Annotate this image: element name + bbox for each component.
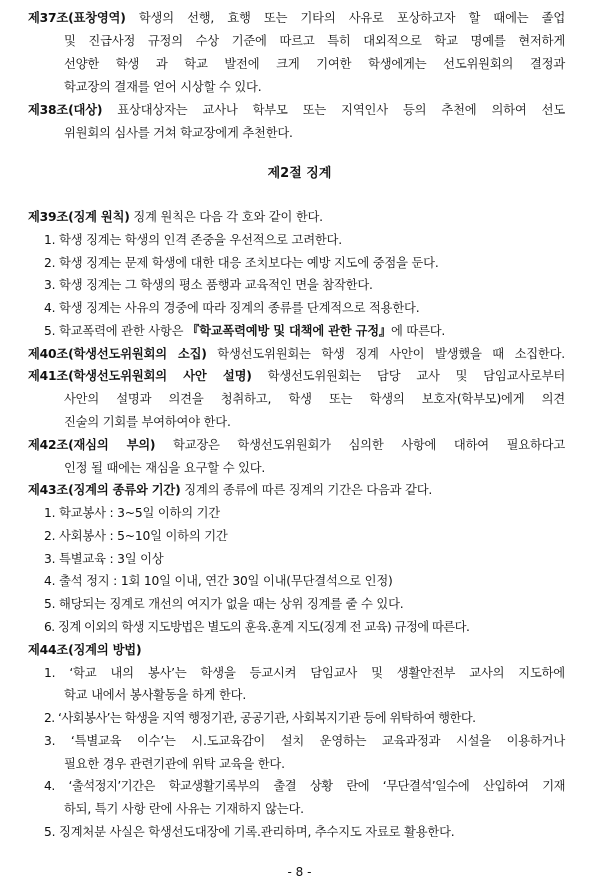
art41-line-3: 진술의 기회를 부여하여야 한다. bbox=[64, 415, 231, 429]
art44-item-3-line-1: 3. ‘특별교육 이수’는 시.도교육감이 설치 운영하는 교육과정과 시설을 이용하거나 bbox=[44, 734, 565, 748]
art39-item-2: 2. 학생 징계는 문제 학생에 대한 대응 조치보다는 예방 지도에 중점을 둔다. bbox=[44, 256, 439, 270]
art41-line-1 bbox=[28, 368, 565, 384]
art37-title: 제37조(표창영역) bbox=[28, 11, 126, 25]
art44-item-3-line-2: 필요한 경우 관련기관에 위탁 교육을 한다. bbox=[64, 757, 285, 771]
art44-item-4-line-2: 하되, 특기 사항 란에 사유는 기재하지 않는다. bbox=[64, 802, 304, 816]
art43-item-6: 6. 징계 이외의 학생 지도방법은 별도의 훈육.훈계 지도(징계 전 교육) 규정에 따른다. bbox=[44, 620, 470, 634]
art39-item-5 bbox=[44, 323, 445, 339]
art39-item-1: 1. 학생 징계는 학생의 인격 존중을 우선적으로 고려한다. bbox=[44, 233, 342, 247]
art43-item-2: 2. 사회봉사 : 5~10일 이하의 기간 bbox=[44, 529, 228, 543]
art39-item-5-pre: 5. 학교폭력에 관한 사항은 bbox=[44, 324, 187, 338]
art44-item-4-line-1: 4. ‘출석정지’기간은 학교생활기록부의 출결 상황 란에 ‘무단결석’일수에 산입하여 기재 bbox=[44, 779, 565, 793]
page-number: - 8 - bbox=[287, 865, 312, 879]
art42-text-1: 학교장은 학생선도위원회가 심의한 사항에 대하여 필요하다고 bbox=[155, 438, 565, 452]
art38-text-1: 표상대상자는 교사나 학부모 또는 지역인사 등의 추천에 의하여 선도 bbox=[102, 103, 565, 117]
art37-text-1: 학생의 선행, 효행 또는 기타의 사유로 포상하고자 할 때에는 졸업 bbox=[125, 11, 565, 25]
art40-title: 제40조(학생선도위원회의 소집) bbox=[28, 347, 207, 361]
art38-line-1 bbox=[28, 102, 565, 118]
art40-text: 학생선도위원회는 학생 징계 사안이 발생했을 때 소집한다. bbox=[206, 347, 565, 361]
art42-line-1 bbox=[28, 437, 565, 453]
art39-line-intro bbox=[28, 209, 323, 225]
art37-line-3: 선양한 학생 과 학교 발전에 크게 기여한 학생에게는 선도위원회의 결정과 bbox=[64, 57, 565, 71]
art42-line-2: 인정 될 때에는 재심을 요구할 수 있다. bbox=[64, 461, 266, 475]
art38-title: 제38조(대상) bbox=[28, 103, 103, 117]
art40-line bbox=[28, 346, 565, 362]
art44-item-5: 5. 징계처분 사실은 학생선도대장에 기록.관리하며, 추수지도 자료로 활용한다. bbox=[44, 825, 455, 839]
art37-line-2: 및 진급사정 규정의 수상 기준에 따르고 특히 대외적으로 학교 명예를 현저하게 bbox=[64, 34, 565, 48]
art44-item-1-line-1: 1. ‘학교 내의 봉사’는 학생을 등교시켜 담임교사 및 생활안전부 교사의 지도하에 bbox=[44, 666, 565, 680]
art44-title: 제44조(징계의 방법) bbox=[28, 643, 142, 657]
art42-title: 제42조(재심의 부의) bbox=[28, 438, 156, 452]
art39-title: 제39조(징계 원칙) bbox=[28, 210, 130, 224]
art43-intro: 징계의 종류에 따른 징계의 기간은 다음과 같다. bbox=[180, 483, 433, 497]
art44-item-2: 2. ‘사회봉사’는 학생을 지역 행정기관, 공공기관, 사회복지기관 등에 위탁하여 행한다. bbox=[44, 711, 476, 725]
art43-item-3: 3. 특별교육 : 3일 이상 bbox=[44, 552, 164, 566]
art39-item-5-regulation: 『학교폭력예방 및 대책에 관한 규정』 bbox=[186, 324, 391, 338]
art43-title: 제43조(징계의 종류와 기간) bbox=[28, 483, 181, 497]
art41-title: 제41조(학생선도위원회의 사안 설명) bbox=[28, 369, 252, 383]
art39-item-3: 3. 학생 징계는 그 학생의 평소 품행과 교육적인 면을 참작한다. bbox=[44, 278, 373, 292]
art41-text-1: 학생선도위원회는 담당 교사 및 담임교사로부터 bbox=[251, 369, 566, 383]
art43-item-5: 5. 해당되는 징계로 개선의 여지가 없을 때는 상위 징계를 줄 수 있다. bbox=[44, 597, 404, 611]
art43-line-intro bbox=[28, 482, 432, 498]
art37-line-1 bbox=[28, 10, 565, 26]
art37-line-4: 학교장의 결재를 얻어 시상할 수 있다. bbox=[64, 80, 262, 94]
art39-item-4: 4. 학생 징계는 사유의 경중에 따라 징계의 종류를 단계적으로 적용한다. bbox=[44, 301, 420, 315]
art38-line-2: 위원회의 심사를 거쳐 학교장에게 추천한다. bbox=[64, 126, 293, 140]
art39-intro: 징계 원칙은 다음 각 호와 같이 한다. bbox=[129, 210, 323, 224]
art39-item-5-post: 에 따른다. bbox=[391, 324, 446, 338]
art43-item-4: 4. 출석 정지 : 1회 10일 이내, 연간 30일 이내(무단결석으로 인정) bbox=[44, 574, 393, 588]
section-title: 제2절 징계 bbox=[267, 166, 332, 181]
art44-item-1-line-2: 학교 내에서 봉사활동을 하게 한다. bbox=[64, 688, 247, 702]
art43-item-1: 1. 학교봉사 : 3~5일 이하의 기간 bbox=[44, 506, 220, 520]
art41-line-2: 사안의 설명과 의견을 청취하고, 학생 또는 학생의 보호자(학부모)에게 의견 bbox=[64, 392, 565, 406]
